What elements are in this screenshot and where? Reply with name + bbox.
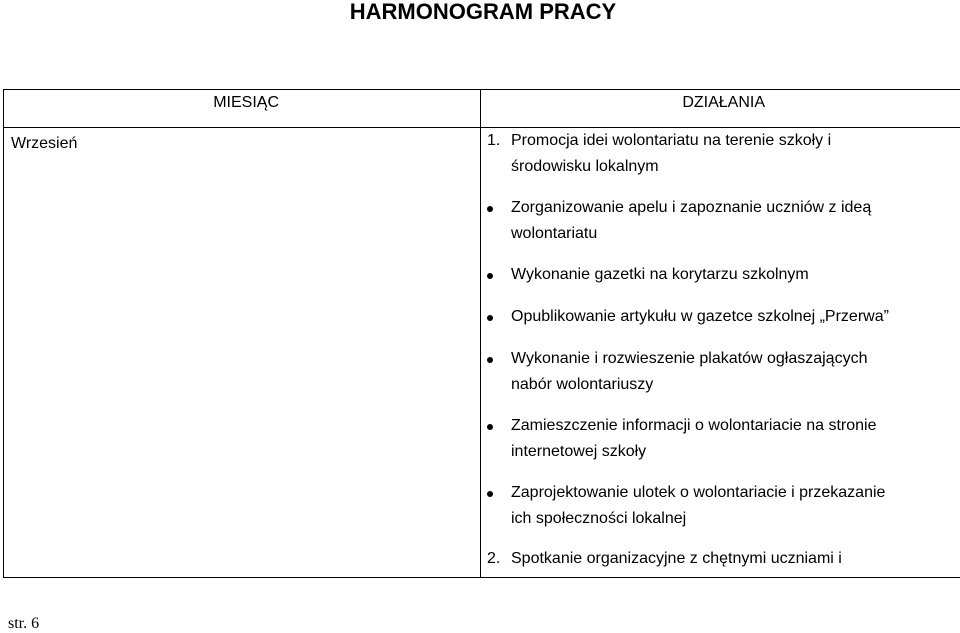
bullet-icon — [487, 424, 493, 430]
actions-cell — [481, 128, 960, 578]
schedule-table — [3, 89, 960, 578]
header-month: MIESIĄC — [4, 90, 481, 128]
item-line: Wykonanie i rozwieszenie plakatów ogłaszających — [511, 350, 868, 367]
action-item — [487, 546, 947, 572]
item-number: 1. — [487, 132, 501, 149]
action-item — [511, 262, 947, 288]
document-title: HARMONOGRAM PRACY — [349, 0, 617, 24]
table-header-row — [4, 90, 960, 128]
action-item — [487, 128, 947, 180]
item-line: wolontariatu — [511, 225, 598, 242]
bullet-icon — [487, 273, 493, 279]
item-number: 2. — [487, 550, 501, 567]
header-actions: DZIAŁANIA — [481, 90, 960, 128]
bullet-icon — [487, 491, 493, 497]
bullet-icon — [487, 357, 493, 363]
item-line: Opublikowanie artykułu w gazetce szkolnej „Przerwa” — [511, 308, 889, 325]
action-item — [511, 195, 947, 247]
action-item — [511, 304, 947, 330]
item-line: internetowej szkoły — [511, 443, 647, 460]
bullet-icon — [487, 206, 493, 212]
item-line: ich społeczności lokalnej — [511, 510, 687, 527]
item-line: Zaprojektowanie ulotek o wolontariacie i przekazanie — [511, 484, 886, 501]
item-line: Wykonanie gazetki na korytarzu szkolnym — [511, 266, 809, 283]
item-line: Spotkanie organizacyjne z chętnymi uczniami i — [511, 550, 842, 567]
action-item — [511, 346, 947, 398]
item-line: Promocja idei wolontariatu na terenie szkoły i — [511, 132, 832, 149]
action-item — [511, 480, 947, 532]
bullet-icon — [487, 315, 493, 321]
item-line: nabór wolontariuszy — [511, 376, 654, 393]
table-row — [4, 128, 960, 578]
page-number: str. 6 — [8, 615, 40, 632]
action-item — [511, 413, 947, 465]
item-line: Zamieszczenie informacji o wolontariacie na stronie — [511, 417, 877, 434]
item-line: Zorganizowanie apelu i zapoznanie uczniów z ideą — [511, 199, 872, 216]
item-line: środowisku lokalnym — [511, 158, 659, 175]
month-cell: Wrzesień — [4, 128, 481, 578]
